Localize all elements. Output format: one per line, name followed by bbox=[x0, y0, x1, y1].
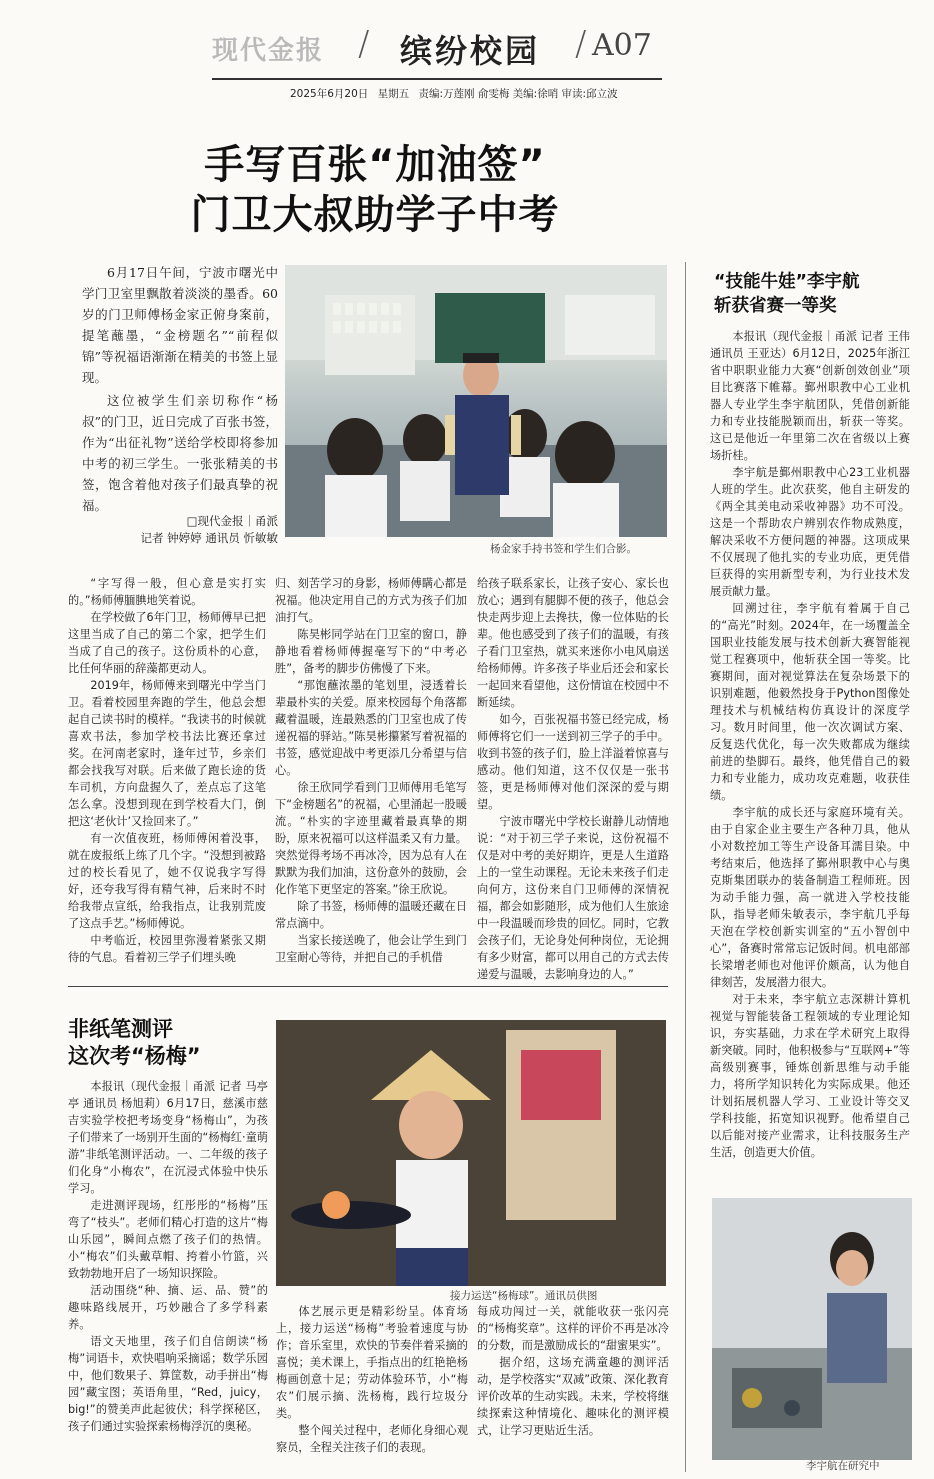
bottom-article-column-3 bbox=[477, 1303, 669, 1439]
article-paragraph: 走进测评现场，红彤彤的“杨梅”压弯了“枝头”。老师们精心打造的这片“梅山乐园”，瞬间点燃了孩子们的热情。小“梅农”们头戴草帽、挎着小竹篮，兴致勃勃地开启了一场知识探险。 bbox=[68, 1199, 268, 1280]
article-paragraph: 中考临近，校园里弥漫着紧张又期待的气息。看着初三学子们埋头晚 bbox=[68, 934, 266, 964]
dateline bbox=[290, 86, 624, 101]
main-article-column-3 bbox=[477, 575, 669, 983]
article-paragraph: 回溯过往，李宇航有着属于自己的“高光”时刻。2024年，在一场覆盖全国职业技能发展与技术创新大赛智能视觉工程赛项中，他斩获全国一等奖。比赛期间，面对视觉算法在复杂场景下的识别难题，他毅然投身于Python图像处理技术与机械结构仿真设计的深度学习。数月时间里，他一次次调试方案、反复迭代优化，每一次失败都成为继续前进的垫脚石。最终，他凭借自己的毅力和专业能力，成功攻克难题，收获佳绩。 bbox=[710, 602, 910, 802]
lead-paragraph: 6月17日午间，宁波市曙光中学门卫室里飘散着淡淡的墨香。60岁的门卫师傅杨金家正俯身案前，提笔蘸墨，“金榜题名”“前程似锦”等祝福语渐渐在精美的书签上显现。 bbox=[82, 265, 278, 385]
boy-relay-photo-illustration bbox=[276, 1020, 666, 1286]
article-paragraph: 体艺展示更是精彩纷呈。体育场上，接力运送“杨梅”考验着速度与协作；音乐室里，欢快的节奏伴着采摘的喜悦；美术课上，手指点出的红艳艳杨梅画创意十足；劳动体验环节，小“梅农”们展示摘、洗杨梅，践行垃圾分类。 bbox=[276, 1305, 468, 1420]
article-paragraph: 归、刻苦学习的身影，杨师傅瞒心都是祝福。他决定用自己的方式为孩子们加油打气。 bbox=[275, 577, 467, 624]
lead-paragraph: 这位被学生们亲切称作“杨叔”的门卫，近日完成了百张书签，作为“出征礼物”送给学校即将参加中考的初三学生。一张张精美的书签，饱含着他对孩子们最真挚的祝福。 bbox=[82, 393, 278, 513]
article-paragraph: 除了书签，杨师傅的温暖还藏在日常点滴中。 bbox=[275, 900, 467, 930]
headline-line: 非纸笔测评 bbox=[68, 1017, 173, 1041]
student-lab-photo-illustration bbox=[712, 1198, 912, 1460]
editor-credits: 责编:万莲刚 俞雯梅 美编:徐哨 审读:邱立波 bbox=[418, 88, 618, 100]
paper-name: 现代金报 bbox=[212, 36, 325, 66]
main-article-column-1 bbox=[68, 575, 266, 966]
article-paragraph: 每成功闯过一关，就能收获一张闪亮的“杨梅奖章”。这样的评价不再是冰冷的分数，而是激励成长的“甜蜜果实”。 bbox=[477, 1305, 669, 1352]
headline-line: 手写百张“加油签” bbox=[204, 142, 546, 188]
article-paragraph: 整个闯关过程中，老师化身细心观察员，全程关注孩子们的表现。 bbox=[276, 1424, 468, 1454]
article-paragraph: 语文天地里，孩子们自信朗读“杨梅”词语卡，欢快唱响采摘谣；数学乐园中，他们数果子、算筐数，动手拼出“梅园”藏宝图；英语角里，“Red，juicy，big!”的赞美声此起彼伏；科学探秘区，孩子们通过实验探索杨梅浮沉的奥秘。 bbox=[68, 1335, 268, 1433]
right-article-body bbox=[710, 328, 910, 1161]
article-paragraph: 活动围绕“种、摘、运、品、赞”的趣味路线展开，巧妙融合了多学科素养。 bbox=[68, 1284, 268, 1331]
photo-caption: 接力运送“杨梅球”。通讯员供图 bbox=[450, 1290, 598, 1302]
headline-line: 门卫大叔助学子中考 bbox=[190, 192, 560, 238]
main-article-column-2 bbox=[275, 575, 467, 966]
student-lab-photo bbox=[712, 1198, 912, 1460]
article-paragraph: 徐王欣同学看到门卫师傅用毛笔写下“金榜题名”的祝福，心里涌起一股暖流。“朴实的字迹里藏着最真挚的期盼，原来祝福可以这样温柔又有力量。突然觉得考场不再冰冷，因为总有人在默默为我们加油，这份意外的鼓励，会化作笔下更坚定的答案。”徐王欣说。 bbox=[275, 781, 467, 896]
photo-caption: 李宇航在研究中 bbox=[806, 1460, 880, 1472]
right-headline bbox=[714, 270, 914, 318]
section-divider bbox=[68, 986, 668, 987]
column-divider bbox=[685, 262, 686, 1472]
headline-line: 这次考“杨梅” bbox=[68, 1044, 201, 1068]
article-paragraph: “那饱蘸浓墨的笔划里，浸透着长辈最朴实的关爱。原来校园每个角落都藏着温暖，连最熟悉的门卫室也成了传递祝福的驿站。”陈昊彬攥紧写着祝福的书签，感觉迎战中考更添几分希望与信心。 bbox=[275, 679, 467, 777]
article-paragraph: 如今，百张祝福书签已经完成，杨师傅将它们一一送到初三学子的手中。收到书签的孩子们，脸上洋溢着惊喜与感动。他们知道，这不仅仅是一张书签，更是杨师傅对他们深深的爱与期望。 bbox=[477, 713, 669, 811]
main-byline bbox=[82, 513, 278, 547]
article-paragraph: “字写得一般，但心意是实打实的。”杨师傅腼腆地笑着说。 bbox=[68, 577, 266, 607]
article-paragraph: 在学校做了6年门卫，杨师傅早已把这里当成了自己的第二个家，把学生们当成了自己的孩子。这份质朴的心意，比任何华丽的辞藻都更动人。 bbox=[68, 611, 266, 675]
page-number: A07 bbox=[592, 28, 652, 63]
issue-date: 2025年6月20日 bbox=[290, 88, 369, 100]
article-paragraph: 本报讯（现代金报｜甬派 记者 马亭亭 通讯员 杨旭莉）6月17日，慈溪市慈吉实验学校把考场变身“杨梅山”，为孩子们带来了一场别开生面的“杨梅红·童萌游”非纸笔测评活动。一、二年级的孩子们化身“小梅农”，在沉浸式体验中快乐学习。 bbox=[68, 1080, 268, 1195]
article-paragraph: 据介绍，这场充满童趣的测评活动，是学校落实“双减”政策、深化教育评价改革的生动实践。未来，学校将继续探索这种情境化、趣味化的测评模式，让学习更贴近生活。 bbox=[477, 1356, 669, 1437]
boy-relay-photo bbox=[276, 1020, 666, 1286]
headline-line: 斩获省赛一等奖 bbox=[714, 296, 837, 316]
bottom-headline bbox=[68, 1016, 268, 1070]
article-paragraph: 本报讯（现代金报｜甬派 记者 王伟 通讯员 王亚达）6月12日，2025年浙江省中职职业能力大赛“创新创效创业”项目比赛落下帷幕。鄞州职教中心工业机器人专业学生李宇航团队，凭借创新能力和专业技能脱颖而出，斩获一等奖。这已是他近一年里第二次在省级以上赛场折桂。 bbox=[710, 330, 910, 462]
article-paragraph: 李宇航是鄞州职教中心23工业机器人班的学生。此次获奖，他自主研发的《两全其美电动采收神器》功不可没。这是一个帮助农户辨别农作物成熟度，解决采收不方便问题的神器。这项成果不仅展现了他扎实的专业功底，更凭借巨获得的实用新型专利，为行业技术发展贡献力量。 bbox=[710, 466, 910, 598]
article-paragraph: 宁波市曙光中学校长谢静儿动情地说：“对于初三学子来说，这份祝福不仅是对中考的美好期许，更是人生道路上的一堂生动课程。无论未来孩子们走向何方，这份来自门卫师傅的深情祝福，都会如影随形，成为他们人生旅途中一段温暖而珍贵的回忆。同时，它教会孩子们，无论身处何种岗位，无论拥有多少财富，都可以用自己的方式去传递爱与温暖，去影响身边的人。” bbox=[477, 815, 669, 981]
byline-line: □现代金报｜甬派 bbox=[186, 514, 278, 528]
bottom-article-column-2 bbox=[276, 1303, 468, 1456]
article-paragraph: 给孩子联系家长，让孩子安心、家长也放心；遇到有腿脚不便的孩子，他总会快走两步迎上去搀扶，像一位体贴的长辈。他也感受到了孩子们的温暖，有孩子看门卫室热，就买来迷你小电风扇送给杨师傅。许多孩子毕业后还会和家长一起回来看望他，这份情谊在校园中不断延续。 bbox=[477, 577, 669, 709]
article-paragraph: 李宇航的成长还与家庭环境有关。由于自家企业主要生产各种刀具，他从小对数控加工等生产设备耳濡目染。中考结束后，他选择了鄞州职教中心与奥克斯集团联办的装备制造工程师班。因为动手能力强，高一就进入学校技能队，指导老师朱敏表示，李宇航几乎每天泡在学校创新实训室的“五小智创中心”，备赛时常常忘记饭时间。机电部部长梁增老师也对他评价颇高，认为他自律刻苦，发展潜力很大。 bbox=[710, 806, 910, 989]
article-paragraph: 有一次值夜班，杨师傅闲着没事，就在废报纸上练了几个字。“没想到被路过的校长看见了，她不仅说我字写得好，还夸我写得有精气神，后来时不时给我带点宣纸，给我指点，让我别荒废了这点手艺。”杨师傅说。 bbox=[68, 832, 266, 930]
photo-caption: 杨金家手持书签和学生们合影。 bbox=[490, 543, 637, 555]
classroom-photo-illustration bbox=[285, 265, 667, 537]
article-paragraph: 对于未来，李宇航立志深耕计算机视觉与智能装备工程领域的专业理论知识，夯实基础，力求在学术研究上取得新突破。同时，他积极参与“互联网+”等高级别赛事，锤炼创新思维与动手能力，将所学知识转化为实际成果。他还计划拓展机器人学习、工业设计等交叉学科技能，拓宽知识视野。他希望自己以后能对接产业需求，让科技服务生产生活，创造更大价值。 bbox=[710, 993, 910, 1159]
masthead-divider: / bbox=[575, 24, 587, 64]
headline-line: “技能牛娃”李宇航 bbox=[714, 272, 860, 292]
article-paragraph: 当家长接送晚了，他会让学生到门卫室耐心等待，并把自己的手机借 bbox=[275, 934, 467, 964]
byline-line: 记者 钟婷婷 通讯员 忻敏敏 bbox=[140, 531, 278, 545]
lead-text bbox=[82, 262, 278, 516]
bottom-article-column-1 bbox=[68, 1078, 268, 1435]
masthead-divider: / bbox=[358, 24, 370, 64]
section-title: 缤纷校园 bbox=[400, 32, 541, 70]
classroom-photo bbox=[285, 265, 667, 537]
article-paragraph: 2019年，杨师傅来到曙光中学当门卫。看着校园里奔跑的学生，他总会想起自己读书时的模样。“我读书的时候就喜欢书法，参加学校书法比赛还拿过奖。在河南老家时，逢年过节，乡亲们都会找我写对联。后来做了跑长途的货车司机，方向盘握久了，差点忘了这笔怎么拿。没想到现在到学校看大门，倒把这‘老伙计’又捡回来了。” bbox=[68, 679, 266, 828]
main-headline bbox=[140, 140, 610, 240]
issue-weekday: 星期五 bbox=[377, 88, 410, 100]
masthead-rule bbox=[212, 78, 662, 80]
article-paragraph: 陈昊彬同学站在门卫室的窗口，静静地看着杨师傅握毫写下的“中考必胜”，备考的脚步仿佛慢了下来。 bbox=[275, 628, 467, 675]
